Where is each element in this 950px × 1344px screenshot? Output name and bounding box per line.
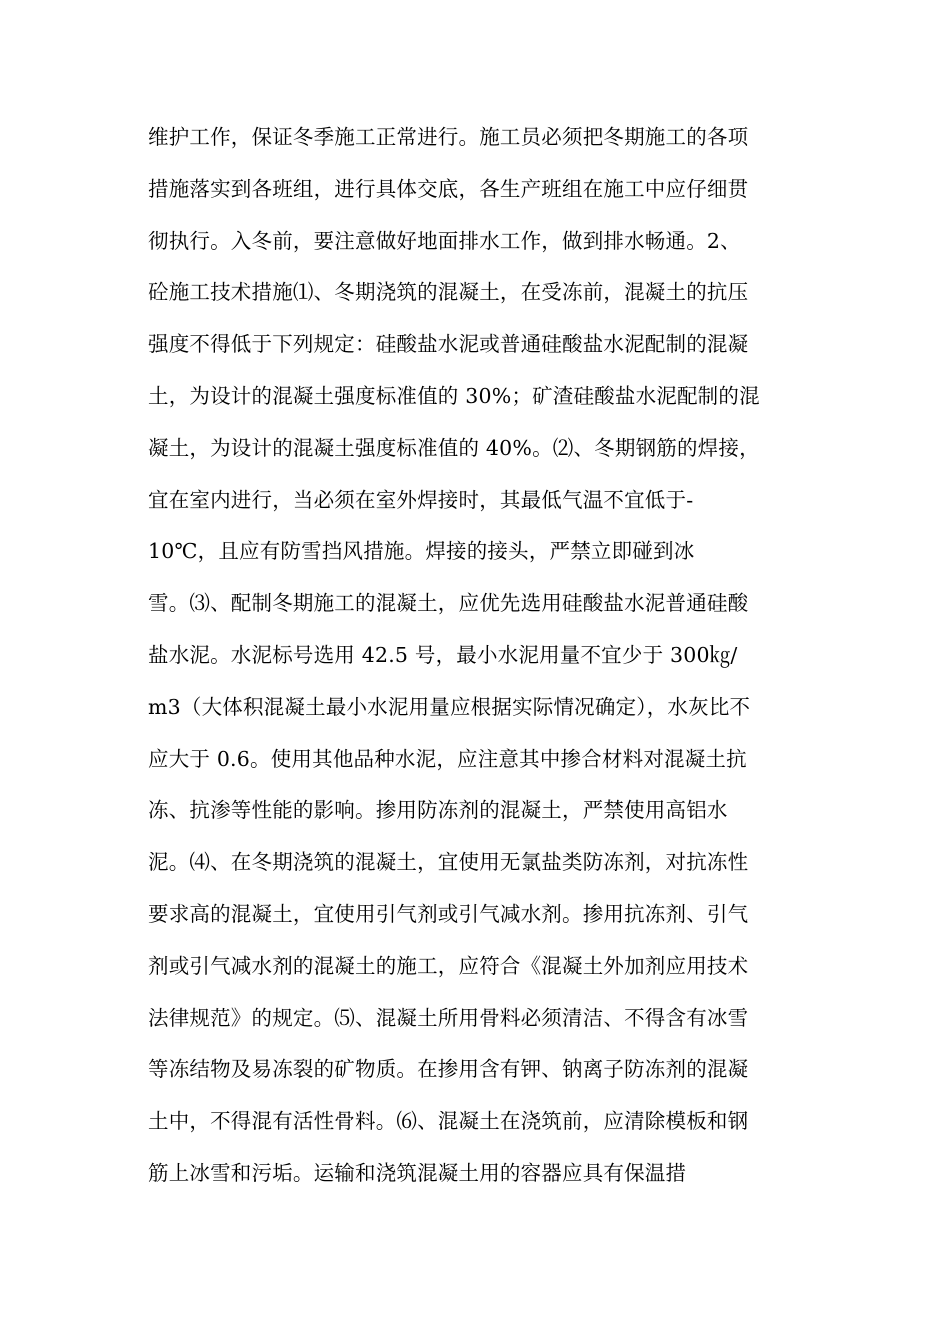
text-line: 筋上冰雪和污垢。运输和浇筑混凝土用的容器应具有保温措 [148,1160,687,1185]
text-line: 土，为设计的混凝土强度标准值的 30%；矿渣硅酸盐水泥配制的混 [148,383,760,408]
text-line: 砼施工技术措施⑴、冬期浇筑的混凝土，在受冻前，混凝土的抗压 [148,280,749,305]
text-line: 强度不得低于下列规定：硅酸盐水泥或普通硅酸盐水泥配制的混凝 [148,332,749,357]
text-line: 彻执行。入冬前，要注意做好地面排水工作，做到排水畅通。2、 [148,228,741,253]
text-line: 要求高的混凝土，宜使用引气剂或引气减水剂。掺用抗冻剂、引气 [148,901,749,926]
text-line: 等冻结物及易冻裂的矿物质。在掺用含有钾、钠离子防冻剂的混凝 [148,1057,749,1082]
text-line: 宜在室内进行，当必须在室外焊接时，其最低气温不宜低于- [148,487,694,512]
text-line: 剂或引气减水剂的混凝土的施工，应符合《混凝土外加剂应用技术 [148,953,749,978]
text-line: 冻、抗渗等性能的影响。掺用防冻剂的混凝土，严禁使用高铝水 [148,798,728,823]
text-line: 土中，不得混有活性骨料。⑹、混凝土在浇筑前，应清除模板和钢 [148,1109,749,1134]
text-line: 法律规范》的规定。⑸、混凝土所用骨料必须清洁、不得含有冰雪 [148,1005,749,1030]
text-line: 雪。⑶、配制冬期施工的混凝土，应优先选用硅酸盐水泥普通硅酸 [148,591,749,616]
text-line: 10℃，且应有防雪挡风措施。焊接的接头，严禁立即碰到冰 [148,539,695,564]
text-line: m3（大体积混凝土最小水泥用量应根据实际情况确定），水灰比不 [148,694,751,719]
text-line: 维护工作，保证冬季施工正常进行。施工员必须把冬期施工的各项 [148,125,749,149]
text-line: 盐水泥。水泥标号选用 42.5 号，最小水泥用量不宜少于 300㎏/ [148,642,738,667]
text-line: 凝土，为设计的混凝土强度标准值的 40%。⑵、冬期钢筋的焊接， [148,435,760,460]
text-line: 措施落实到各班组，进行具体交底，各生产班组在施工中应仔细贯 [148,176,749,201]
text-line: 应大于 0.6。使用其他品种水泥，应注意其中掺合材料对混凝土抗 [148,746,747,771]
text-line: 泥。⑷、在冬期浇筑的混凝土，宜使用无氯盐类防冻剂，对抗冻性 [148,850,749,875]
body-text [148,112,808,1200]
